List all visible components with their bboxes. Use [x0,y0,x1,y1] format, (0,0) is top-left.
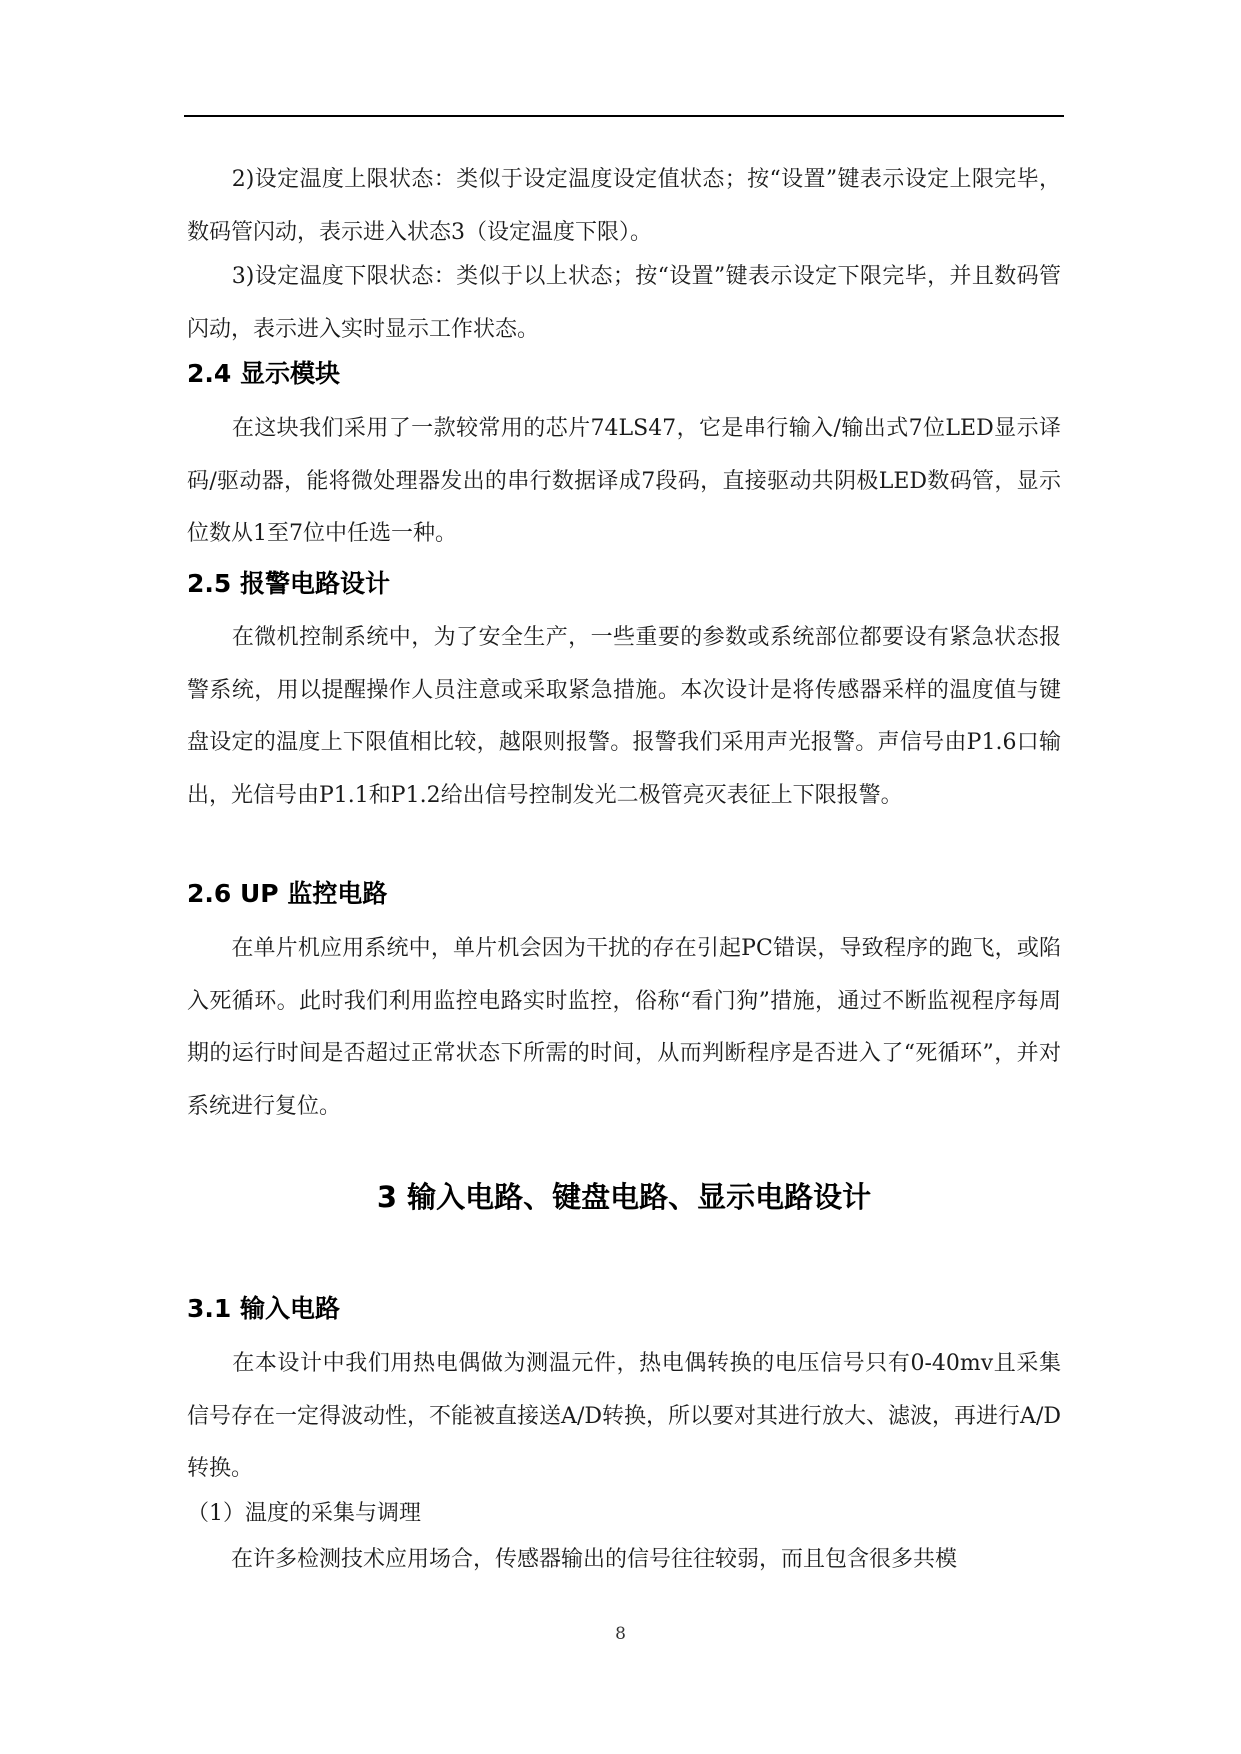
paragraph-input-circuit: 在本设计中我们用热电偶做为测温元件，热电偶转换的电压信号只有0-40mv且采集信号存在一定得波动性，不能被直接送A/D转换，所以要对其进行放大、滤波，再进行A/D转换。 [187,1351,1061,1481]
section-heading-2-5: 2.5 报警电路设计 [187,569,390,598]
header-rule [184,115,1064,117]
paragraph-lower-limit-state: 3)设定温度下限状态：类似于以上状态；按“设置”键表示设定下限完毕，并且数码管闪动，表示进入实时显示工作状态。 [187,264,1061,342]
section-heading-2-6: 2.6 UP 监控电路 [187,879,388,908]
paragraph-alarm-circuit: 在微机控制系统中，为了安全生产，一些重要的参数或系统部位都要设有紧急状态报警系统，用以提醒操作人员注意或采取紧急措施。本次设计是将传感器采样的温度值与键盘设定的温度上下限值相比较，越限则报警。报警我们采用声光报警。声信号由P1.6口输出，光信号由P1.1和P1.2给出信号控制发光二极管亮灭表征上下限报警。 [187,625,1061,808]
page-number: 8 [615,1624,626,1644]
subheading-temperature-acquisition: （1）温度的采集与调理 [187,1501,421,1526]
chapter-title-3: 3 输入电路、键盘电路、显示电路设计 [376,1180,872,1214]
section-heading-2-4: 2.4 显示模块 [187,359,340,388]
section-heading-3-1: 3.1 输入电路 [187,1294,340,1323]
paragraph-display-module: 在这块我们采用了一款较常用的芯片74LS47，它是串行输入/输出式7位LED显示译码/驱动器，能将微处理器发出的串行数据译成7段码，直接驱动共阴极LED数码管，显示位数从1至7位中任选一种。 [187,416,1061,546]
paragraph-watchdog-circuit: 在单片机应用系统中，单片机会因为干扰的存在引起PC错误，导致程序的跑飞，或陷入死循环。此时我们利用监控电路实时监控，俗称“看门狗”措施，通过不断监视程序每周期的运行时间是否超过正常状态下所需的时间，从而判断程序是否进入了“死循环”，并对系统进行复位。 [187,936,1061,1119]
paragraph-upper-limit-state: 2)设定温度上限状态：类似于设定温度设定值状态；按“设置”键表示设定上限完毕，数码管闪动，表示进入状态3（设定温度下限）。 [187,167,1061,245]
paragraph-signal-conditioning: 在许多检测技术应用场合，传感器输出的信号往往较弱，而且包含很多共模 [187,1547,958,1572]
